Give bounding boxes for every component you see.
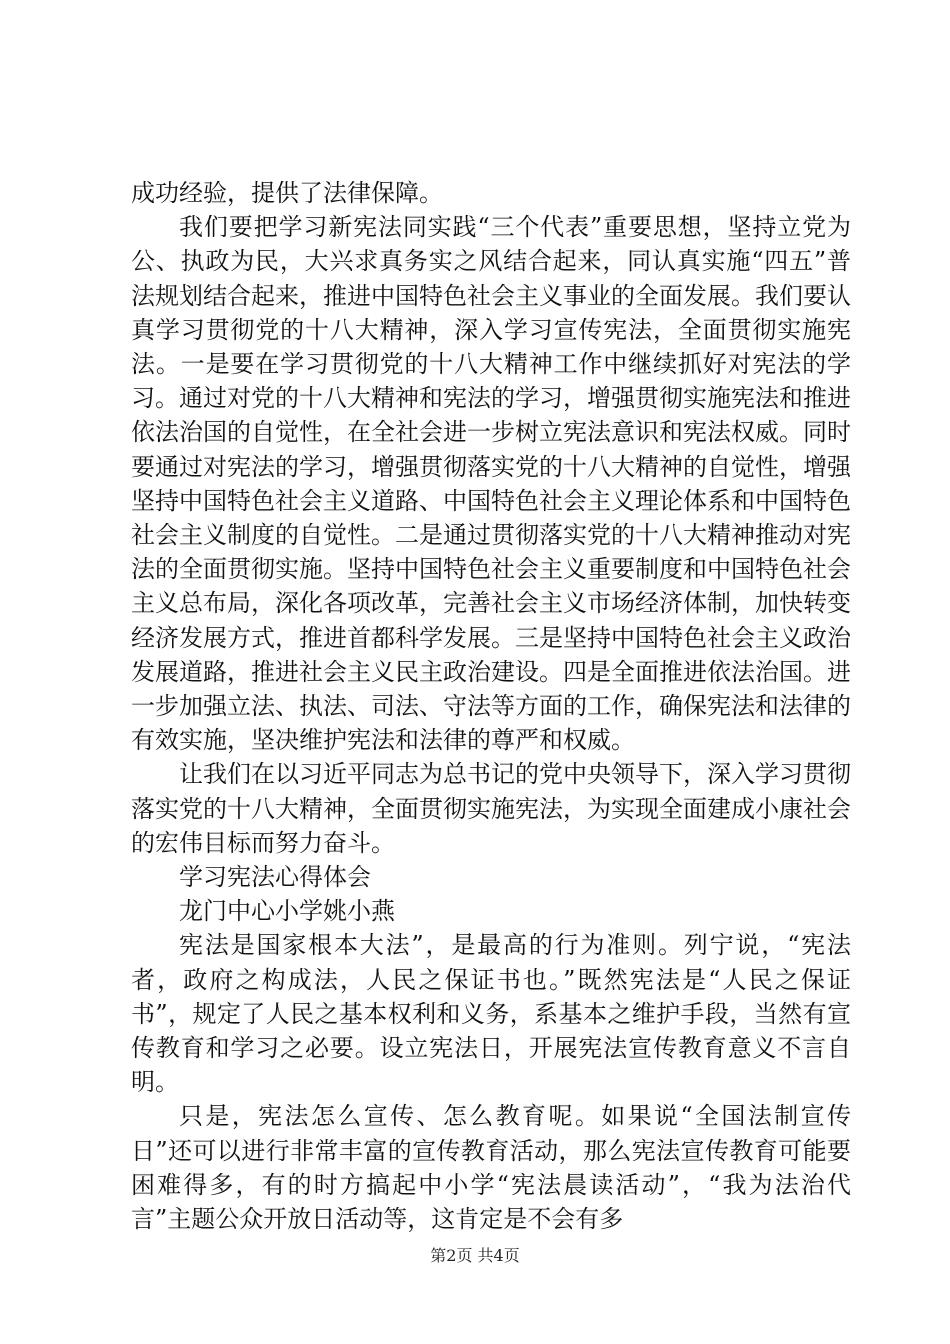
paragraph-3: 让我们在以习近平同志为总书记的党中央领导下，深入学习贯彻落实党的十八大精神，全面贯彻实施宪法，为实现全面建成小康社会的宏伟目标而努力奋斗。 — [131, 760, 851, 857]
paragraph-7: 只是，宪法怎么宣传、怎么教育呢。如果说“全国法制宣传日”还可以进行非常丰富的宣传教育活动，那么宪法宣传教育可能要困难得多，有的时方搞起中小学“宪法晨读活动”，“我为法治代言”主题公众开放日活动等，这肯定是不会有多 — [131, 1102, 851, 1234]
document-body — [131, 176, 851, 1236]
paragraph-2: 我们要把学习新宪法同实践“三个代表”重要思想，坚持立党为公、执政为民，大兴求真务实之风结合起来，同认真实施“四五”普法规划结合起来，推进中国特色社会主义事业的全面发展。我们要认真学习贯彻党的十八大精神，深入学习宣传宪法，全面贯彻实施宪法。一是要在学习贯彻党的十八大精神工作中继续抓好对宪法的学习。通过对党的十八大精神和宪法的学习，增强贯彻实施宪法和推进依法治国的自觉性，在全社会进一步树立宪法意识和宪法权威。同时要通过对宪法的学习，增强贯彻落实党的十八大精神的自觉性，增强坚持中国特色社会主义道路、中国特色社会主义理论体系和中国特色社会主义制度的自觉性。二是通过贯彻落实党的十八大精神推动对宪法的全面贯彻实施。坚持中国特色社会主义重要制度和中国特色社会主义总布局，深化各项改革，完善社会主义市场经济体制，加快转变经济发展方式，推进首都科学发展。三是坚持中国特色社会主义政治发展道路，推进社会主义民主政治建设。四是全面推进依法治国。进一步加强立法、执法、司法、守法等方面的工作，确保宪法和法律的有效实施，坚决维护宪法和法律的尊严和权威。 — [131, 213, 851, 755]
author-line: 龙门中心小学姚小燕 — [179, 897, 395, 926]
paragraph-1: 成功经验，提供了法律保障。 — [131, 179, 443, 207]
section-title: 学习宪法心得体会 — [179, 863, 371, 892]
page-number-footer: 第2页 共4页 — [430, 1246, 520, 1265]
paragraph-6: 宪法是国家根本大法”，是最高的行为准则。列宁说，“宪法者，政府之构成法，人民之保证书也。”既然宪法是“人民之保证书”，规定了人民之基本权利和义务，系基本之维护手段，当然有宣传教育和学习之必要。设立宪法日，开展宪法宣传教育意义不言自明。 — [131, 931, 851, 1097]
